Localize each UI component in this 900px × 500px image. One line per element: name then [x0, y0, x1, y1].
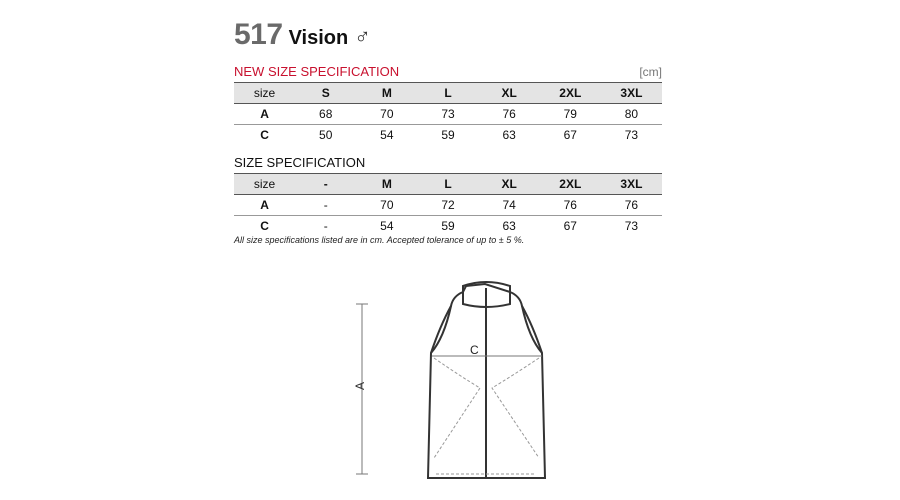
table-cell: 67 — [563, 128, 577, 142]
old-spec-title: SIZE SPECIFICATION — [234, 155, 366, 170]
product-name: Vision — [288, 27, 349, 49]
header-cell: - — [295, 174, 356, 195]
table-cell: 54 — [380, 219, 394, 233]
header-cell: S — [295, 83, 356, 104]
table-cell: 79 — [540, 104, 601, 125]
table-cell: 59 — [441, 219, 455, 233]
table-cell: 72 — [417, 195, 478, 216]
table-header-row — [234, 83, 662, 104]
table-cell: - — [323, 219, 328, 233]
header-cell: M — [356, 174, 417, 195]
header-cell: M — [356, 83, 417, 104]
table-cell: 73 — [624, 219, 639, 233]
product-number: 517 — [234, 18, 283, 51]
header-cell: size — [234, 83, 295, 104]
table-cell: 70 — [356, 104, 417, 125]
header-cell: L — [417, 83, 478, 104]
header-cell: 2XL — [540, 174, 601, 195]
table-cell: 63 — [502, 128, 516, 142]
row-label: C — [260, 128, 269, 142]
tolerance-note: All size specifications listed are in cm. Accepted tolerance of up to ± 5 %. — [234, 235, 525, 245]
table-header-row — [234, 174, 662, 195]
header-cell: L — [417, 174, 478, 195]
table-cell: 70 — [356, 195, 417, 216]
header-cell: size — [234, 174, 295, 195]
row-label: C — [260, 219, 269, 233]
measure-c-label: C — [470, 343, 479, 357]
table-cell: 76 — [601, 195, 662, 216]
header-cell: 2XL — [540, 83, 601, 104]
table-row — [234, 195, 662, 216]
table-cell: 74 — [479, 195, 540, 216]
header-cell: 3XL — [601, 83, 662, 104]
vest-diagram — [340, 278, 560, 483]
old-size-table — [234, 173, 662, 236]
header-cell: 3XL — [601, 174, 662, 195]
vest-seam-right — [492, 358, 539, 458]
row-label: A — [234, 195, 295, 216]
vest-seam-left — [434, 358, 480, 458]
measure-a-label: A — [353, 381, 367, 390]
table-cell: 80 — [601, 104, 662, 125]
header-cell: XL — [479, 174, 540, 195]
product-title — [234, 18, 371, 54]
table-row — [234, 216, 662, 237]
male-symbol-icon: ♂ — [354, 24, 371, 49]
table-cell: 59 — [441, 128, 455, 142]
table-cell: 76 — [540, 195, 601, 216]
unit-label: [cm] — [639, 65, 662, 79]
table-cell: 67 — [563, 219, 577, 233]
table-cell: 76 — [479, 104, 540, 125]
table-row — [234, 104, 662, 125]
table-row — [234, 125, 662, 146]
new-size-table — [234, 82, 662, 145]
table-cell: 73 — [624, 128, 639, 142]
table-cell: 63 — [502, 219, 516, 233]
header-cell: XL — [479, 83, 540, 104]
table-cell: 54 — [380, 128, 394, 142]
table-cell: 68 — [295, 104, 356, 125]
new-spec-title: NEW SIZE SPECIFICATION — [234, 64, 400, 79]
row-label: A — [234, 104, 295, 125]
table-cell: 73 — [417, 104, 478, 125]
table-cell: - — [295, 195, 356, 216]
table-cell: 50 — [319, 128, 333, 142]
